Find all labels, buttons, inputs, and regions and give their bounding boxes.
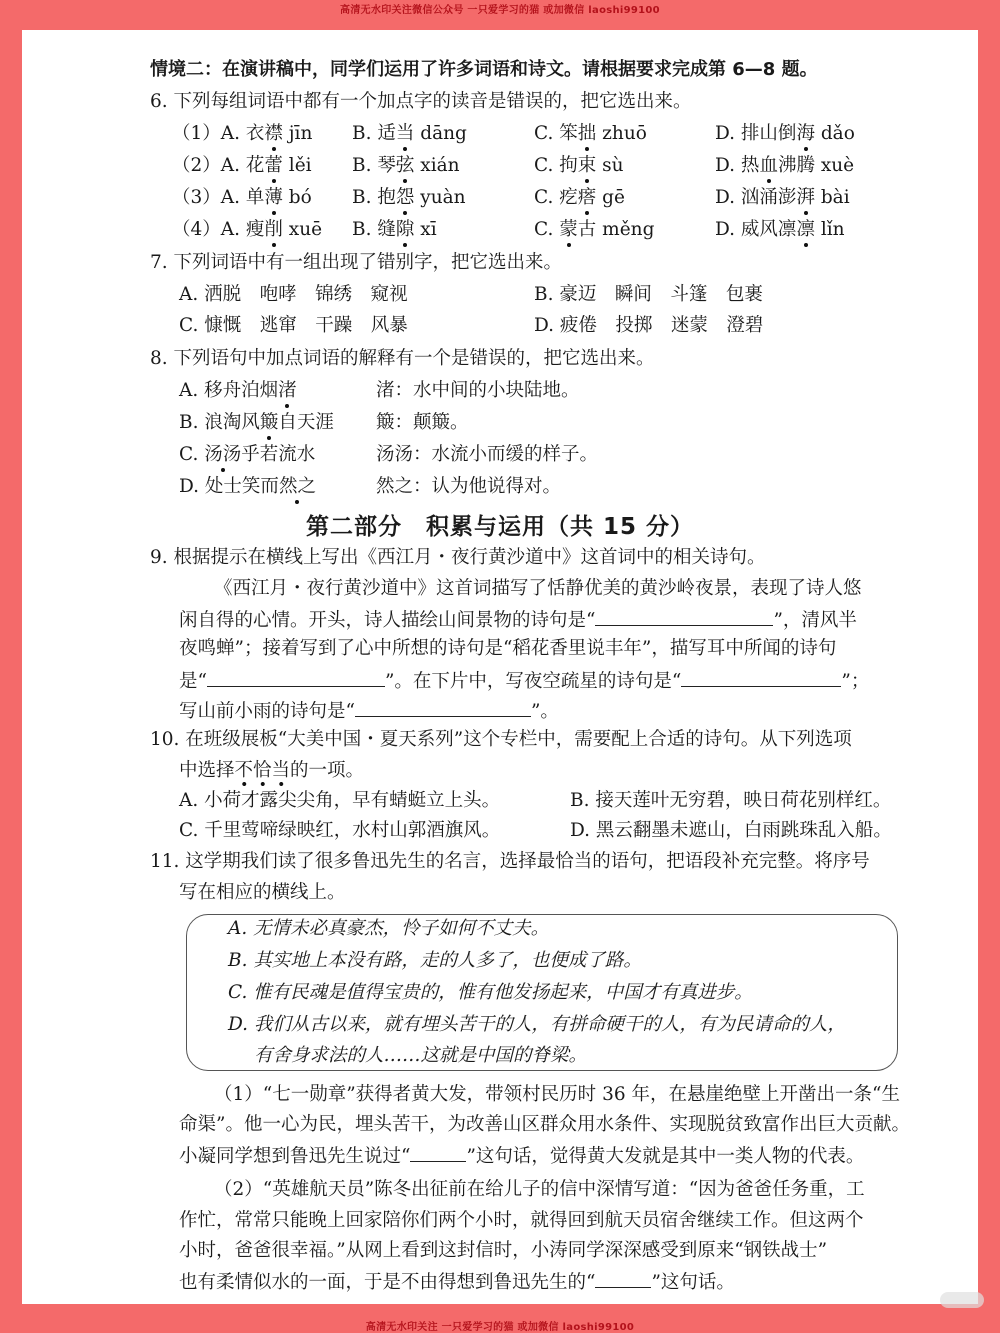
q10-stem-2: 中选择不恰当的一项。 [179,759,364,783]
q11-blank-1[interactable] [410,1143,466,1162]
q11-p1-line-3: 小凝同学想到鲁迅先生说过“ ”这句话，觉得黄大发就是其中一类人物的代表。 [179,1143,864,1169]
q9-blank-1[interactable] [595,607,773,626]
q9-stem: 9. 根据提示在横线上写出《西江月・夜行黄沙道中》这首词中的相关诗句。 [150,547,766,568]
q6-2-a[interactable]: （2）A. 花蕾 lěi [172,155,312,176]
q7-option-a[interactable]: A. 洒脱 咆哮 锦绣 窥视 [179,284,408,305]
q7-option-b[interactable]: B. 豪迈 瞬间 斗篷 包裹 [534,284,763,305]
q6-stem: 6. 下列每组词语中都有一个加点字的读音是错误的，把它选出来。 [150,91,692,112]
quote-a: A. 无情未必真豪杰，怜子如何不丈夫。 [228,918,550,939]
exam-page [22,30,978,1304]
q6-3-a[interactable]: （3）A. 单薄 bó [172,187,312,208]
q7-option-c[interactable]: C. 慷慨 逃窜 干躁 风暴 [179,315,408,336]
q8-explain-a: 渚：水中间的小块陆地。 [376,380,580,401]
q9-blank-2[interactable] [207,668,385,687]
q6-3-b[interactable]: B. 抱怨 yuàn [352,187,466,208]
q11-stem-2: 写在相应的横线上。 [179,882,346,903]
scenario-intro: 情境二：在演讲稿中，同学们运用了许多词语和诗文。请根据要求完成第 6—8 题。 [150,59,818,80]
q11-p2-line-4: 也有柔情似水的一面，于是不由得想到鲁迅先生的“ ”这句话。 [179,1269,735,1295]
q10-option-a[interactable]: A. 小荷才露尖尖角，早有蜻蜓立上头。 [179,790,501,811]
q7-stem: 7. 下列词语中有一组出现了错别字，把它选出来。 [150,252,563,273]
q11-stem: 11. 这学期我们读了很多鲁迅先生的名言，选择最恰当的语句，把语段补充完整。将序号 [150,851,870,872]
q8-option-b[interactable]: B. 浪淘风簸自天涯 [179,412,334,433]
q6-3-d[interactable]: D. 汹涌澎湃 bài [715,187,850,208]
q6-1-c[interactable]: C. 笨拙 zhuō [534,123,647,144]
q10-stem: 10. 在班级展板“大美中国・夏天系列”这个专栏中，需要配上合适的诗句。从下列选项 [150,729,852,750]
q11-p2-line-2: 作忙，常常只能晚上回家陪你们两个小时，就得回到航天员宿舍继续工作。但这两个 [179,1210,864,1231]
q8-explain-d: 然之：认为他说得对。 [376,476,562,497]
quote-d-cont: 有舍身求法的人……这就是中国的脊梁。 [254,1045,588,1066]
q6-4-a[interactable]: （4）A. 瘦削 xuē [172,219,323,240]
q10-option-c[interactable]: C. 千里莺啼绿映红，水村山郭酒旗风。 [179,820,501,841]
q9-line-1: 《西江月・夜行黄沙道中》这首词描写了恬静优美的黄沙岭夜景，表现了诗人悠 [214,578,862,599]
q9-line-4: 是“ ”。在下片中，写夜空疏星的诗句是“ ”； [179,668,869,694]
q6-2-d[interactable]: D. 热血沸腾 xuè [715,155,855,176]
q9-line-3: 夜鸣蝉”；接着写到了心中所想的诗句是“稻花香里说丰年”，描写耳中所闻的诗句 [179,638,837,659]
corner-logo [940,1292,984,1308]
q7-option-d[interactable]: D. 疲倦 投掷 迷蒙 澄碧 [534,315,764,336]
q9-blank-4[interactable] [355,698,531,717]
q9-line-2: 闲自得的心情。开头，诗人描绘山间景物的诗句是“ ”，清风半 [179,607,857,633]
q8-explain-c: 汤汤：水流小而缓的样子。 [376,444,599,465]
q10-option-b[interactable]: B. 接天莲叶无穷碧，映日荷花别样红。 [570,790,892,811]
q6-1-a[interactable]: （1）A. 衣襟 jīn [172,123,313,144]
q11-p2-line-1: （2）“英雄航天员”陈冬出征前在给儿子的信中深情写道：“因为爸爸任务重，工 [214,1179,865,1200]
q6-4-d[interactable]: D. 威风凛凛 lǐn [715,219,845,240]
q6-1-b[interactable]: B. 适当 dāng [352,123,467,144]
q10-option-d[interactable]: D. 黑云翻墨未遮山，白雨跳珠乱入船。 [570,820,892,841]
q8-explain-b: 簸：颠簸。 [376,412,469,433]
q6-4-b[interactable]: B. 缝隙 xī [352,219,437,240]
q8-stem: 8. 下列语句中加点词语的解释有一个是错误的，把它选出来。 [150,348,655,369]
q9-line-5: 写山前小雨的诗句是“ ”。 [179,698,559,724]
watermark-top: 高清无水印关注微信公众号 一只爱学习的猫 或加微信 laoshi99100 [340,5,660,16]
quote-b: B. 其实地上本没有路，走的人多了，也便成了路。 [228,950,642,971]
q8-option-a[interactable]: A. 移舟泊烟渚 [179,380,297,401]
q11-p2-line-3: 小时，爸爸很幸福。”从网上看到这封信时，小涛同学深深感受到原来“钢铁战士” [179,1240,828,1261]
part2-heading: 第二部分 积累与运用（共 15 分） [305,514,695,540]
quote-d: D. 我们从古以来，就有埋头苦干的人，有拼命硬干的人，有为民请命的人， [228,1014,846,1035]
q11-p1-line-1: （1）“七一勋章”获得者黄大发，带领村民历时 36 年，在悬崖绝壁上开凿出一条“生 [214,1084,900,1105]
q9-blank-3[interactable] [681,668,841,687]
q6-2-c[interactable]: C. 拘束 sù [534,155,624,176]
q6-1-d[interactable]: D. 排山倒海 dǎo [715,123,855,144]
watermark-bottom: 高清无水印关注 一只爱学习的猫 或加微信 laoshi99100 [365,1322,635,1333]
q8-option-d[interactable]: D. 处士笑而然之 [179,476,316,497]
q11-p1-line-2: 命渠”。他一心为民，埋头苦干，为改善山区群众用水条件、实现脱贫致富作出巨大贡献。 [179,1114,910,1135]
q8-option-c[interactable]: C. 汤汤乎若流水 [179,444,316,465]
q11-blank-2[interactable] [595,1269,651,1288]
q6-4-c[interactable]: C. 蒙古 měng [534,219,655,240]
quote-c: C. 惟有民魂是值得宝贵的，惟有他发扬起来，中国才有真进步。 [228,982,753,1003]
q6-2-b[interactable]: B. 琴弦 xián [352,155,460,176]
q6-3-c[interactable]: C. 疙瘩 gē [534,187,625,208]
